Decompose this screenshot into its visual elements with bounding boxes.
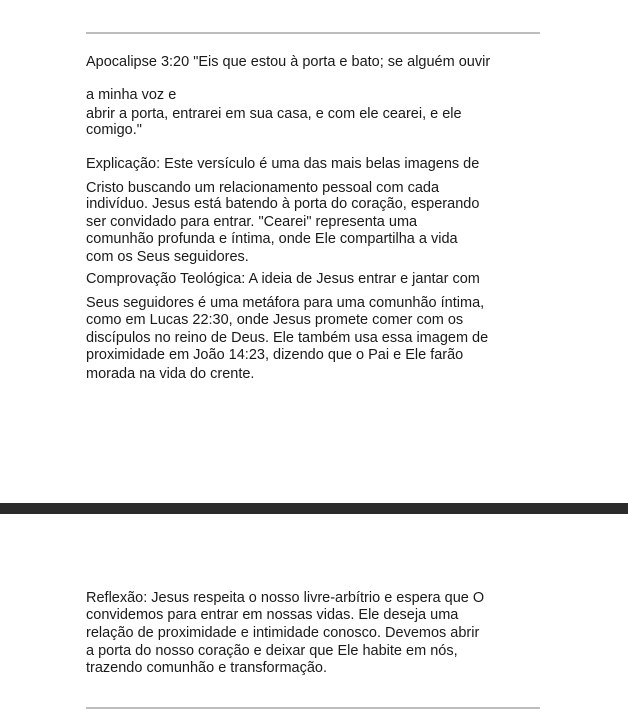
theology-line: como em Lucas 22:30, onde Jesus promete comer com os bbox=[86, 312, 464, 328]
explanation-line: Cristo buscando um relacionamento pessoal com cada bbox=[86, 180, 440, 196]
page-separator bbox=[0, 503, 628, 514]
theology-line: Seus seguidores é uma metáfora para uma comunhão íntima, bbox=[86, 295, 485, 311]
verse-line: comigo." bbox=[86, 122, 142, 138]
bottom-rule bbox=[86, 707, 540, 709]
verse-line: abrir a porta, entrarei em sua casa, e com ele cearei, e ele bbox=[86, 106, 462, 122]
theology-line: Comprovação Teológica: A ideia de Jesus entrar e jantar com bbox=[86, 271, 480, 287]
explanation-line: Explicação: Este versículo é uma das mais belas imagens de bbox=[86, 156, 480, 172]
explanation-line: ser convidado para entrar. "Cearei" representa uma bbox=[86, 214, 418, 230]
reflection-line: convidemos para entrar em nossas vidas. Ele deseja uma bbox=[86, 607, 459, 623]
reflection-line: Reflexão: Jesus respeita o nosso livre-arbítrio e espera que O bbox=[86, 590, 485, 606]
reflection-line: relação de proximidade e intimidade conosco. Devemos abrir bbox=[86, 625, 480, 641]
reflection-line: trazendo comunhão e transformação. bbox=[86, 660, 327, 676]
document-page-2 bbox=[0, 514, 628, 721]
explanation-line: com os Seus seguidores. bbox=[86, 249, 249, 265]
theology-line: proximidade em João 14:23, dizendo que o Pai e Ele farão bbox=[86, 347, 464, 363]
theology-line: discípulos no reino de Deus. Ele também usa essa imagem de bbox=[86, 330, 489, 346]
verse-line: a minha voz e bbox=[86, 87, 177, 103]
explanation-line: indivíduo. Jesus está batendo à porta do coração, esperando bbox=[86, 196, 480, 212]
explanation-line: comunhão profunda e íntima, onde Ele compartilha a vida bbox=[86, 231, 458, 247]
theology-line: morada na vida do crente. bbox=[86, 366, 255, 382]
reflection-line: a porta do nosso coração e deixar que Ele habite em nós, bbox=[86, 643, 458, 659]
verse-line: Apocalipse 3:20 "Eis que estou à porta e bato; se alguém ouvir bbox=[86, 54, 491, 70]
top-rule bbox=[86, 32, 540, 34]
